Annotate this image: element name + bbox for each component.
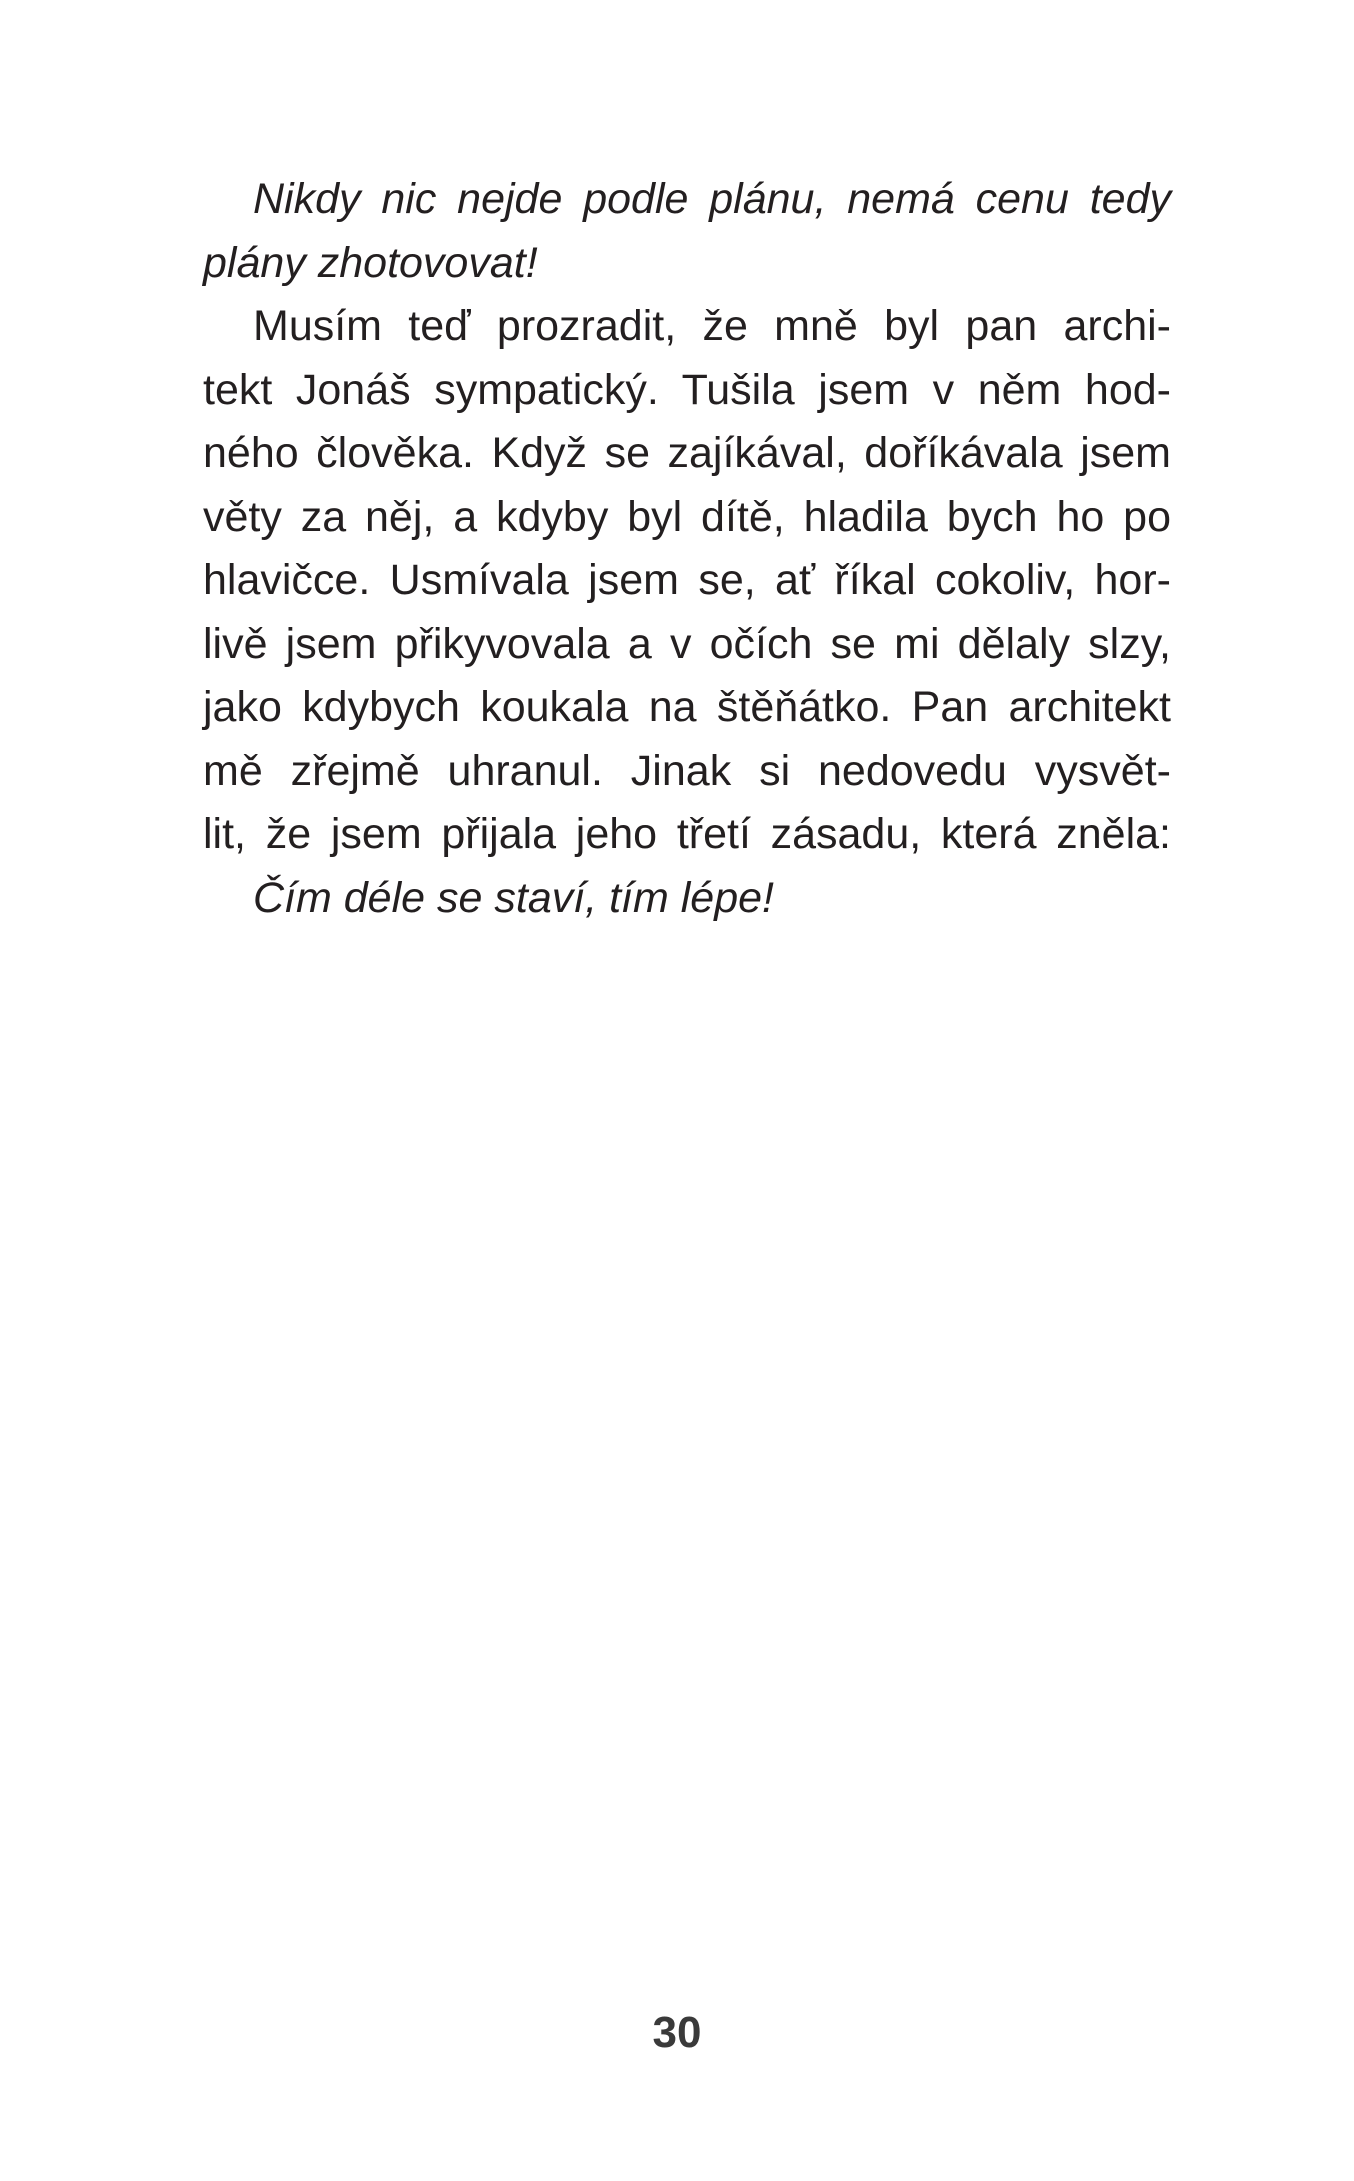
text-line: plány zhotovovat! [203,238,538,287]
text-line: Čím déle se staví, tím lépe! [253,873,774,922]
text-line: jako kdybych koukala na štěňátko. Pan architekt [203,683,1171,731]
text-line: Nikdy nic nejde podle plánu, nemá cenu tedy [253,175,1171,223]
text-line: lit, že jsem přijala jeho třetí zásadu, která zněla: [203,810,1171,858]
text-line: tekt Jonáš sympatický. Tušila jsem v něm hod- [203,365,1171,414]
text-line: hlavičce. Usmívala jsem se, ať říkal cokoliv, hor- [203,556,1171,604]
text-line: ného člověka. Když se zajíkával, doříkávala jsem [203,429,1171,477]
text-line: livě jsem přikyvovala a v očích se mi dělaly slzy, [203,619,1171,668]
text-line: mě zřejmě uhranul. Jinak si nedovedu vysvět- [203,746,1171,795]
page-number: 30 [652,2008,702,2057]
text-line: věty za něj, a kdyby byl dítě, hladila bych ho po [203,492,1171,541]
body-text [203,168,1171,930]
text-line: Musím teď prozradit, že mně byl pan archi- [253,302,1171,350]
